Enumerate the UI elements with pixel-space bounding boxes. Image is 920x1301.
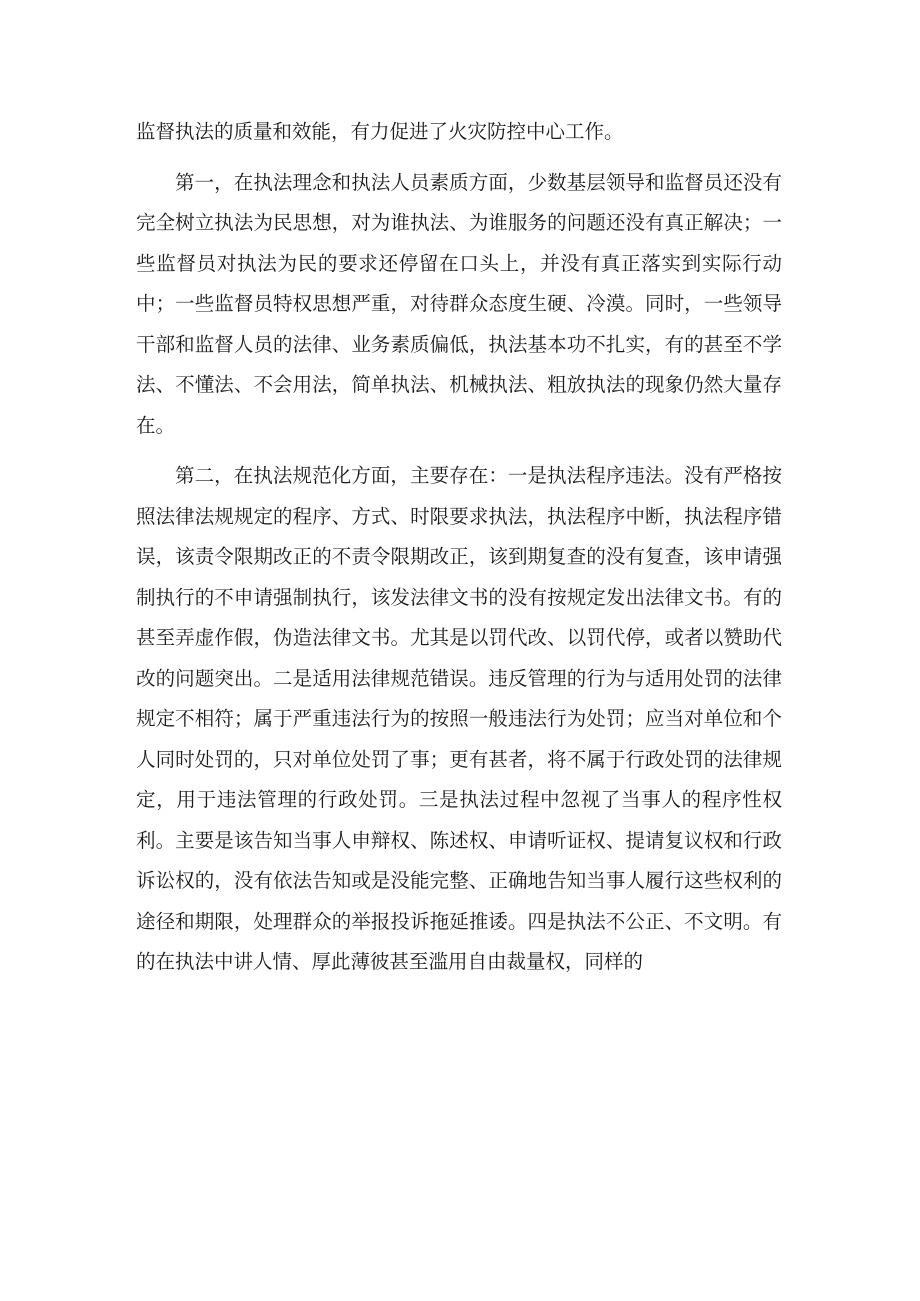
document-body	[136, 112, 782, 993]
paragraph-2: 第一，在执法理念和执法人员素质方面，少数基层领导和监督员还没有完全树立执法为民思想，对为谁执法、为谁服务的问题还没有真正解决；一些监督员对执法为民的要求还停留在口头上，并没有真正落实到实际行动中；一些监督员特权思想严重，对待群众态度生硬、冷漠。同时，一些领导干部和监督人员的法律、业务素质偏低，执法基本功不扎实，有的甚至不学法、不懂法、不会用法，简单执法、机械执法、粗放执法的现象仍然大量存在。	[136, 170, 782, 437]
paragraph-3: 第二，在执法规范化方面，主要存在：一是执法程序违法。没有严格按照法律法规规定的程序、方式、时限要求执法，执法程序中断，执法程序错误，该责令限期改正的不责令限期改正，该到期复查的没有复查，该申请强制执行的不申请强制执行，该发法律文书的没有按规定发出法律文书。有的甚至弄虚作假，伪造法律文书。尤其是以罚代改、以罚代停，或者以赞助代改的问题突出。二是适用法律规范错误。违反管理的行为与适用处罚的法律规定不相符；属于严重违法行为的按照一般违法行为处罚；应当对单位和个人同时处罚的，只对单位处罚了事；更有甚者，将不属于行政处罚的法律规定，用于违法管理的行政处罚。三是执法过程中忽视了当事人的程序性权利。主要是该告知当事人申辩权、陈述权、申请听证权、提请复议权和行政诉讼权的，没有依法告知或是没能完整、正确地告知当事人履行这些权利的途径和期限，处理群众的举报投诉拖延推诿。四是执法不公正、不文明。有的在执法中讲人情、厚此薄彼甚至滥用自由裁量权，同样的	[136, 464, 782, 973]
paragraph-1: 监督执法的质量和效能，有力促进了火灾防控中心工作。	[136, 120, 624, 143]
